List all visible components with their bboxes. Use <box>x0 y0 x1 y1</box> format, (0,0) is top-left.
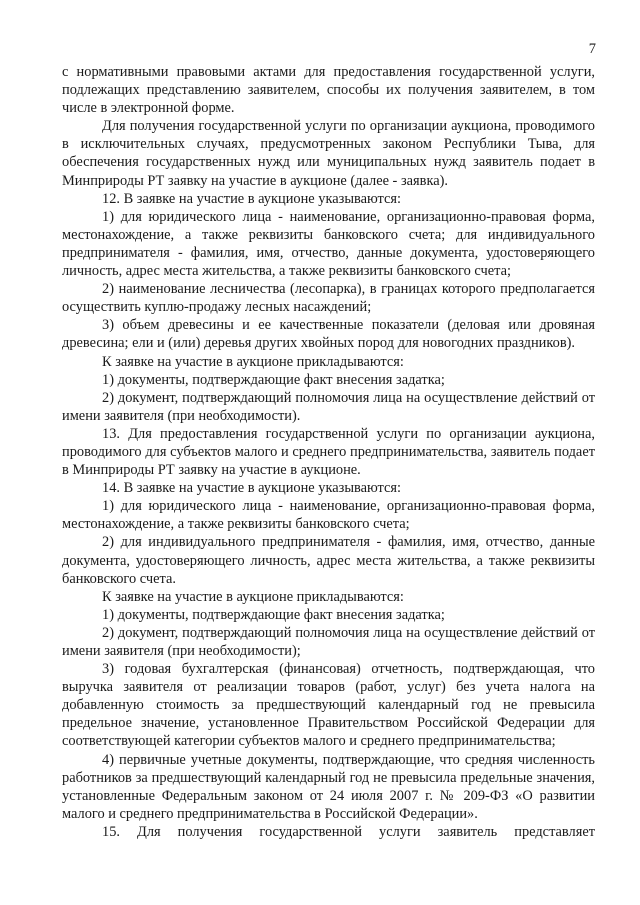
paragraph-attachments-heading-2: К заявке на участие в аукционе прикладываются: <box>102 588 404 605</box>
paragraph-attachment-2-2: 2) документ, подтверждающий полномочия лица на осуществление действий от имени заявителя (при необходимости); <box>62 624 595 659</box>
paragraph-clause-13: 13. Для предоставления государственной услуги по организации аукциона, проводимого для субъектов малого и среднего предпринимательства, заявитель подает в Минприроды РТ заявку на участие в аукционе. <box>62 425 595 479</box>
paragraph-auction-exceptional: Для получения государственной услуги по организации аукциона, проводимого в исключительных случаях, предусмотренных законом Республики Тыва, для обеспечения государственных нужд или муниципальных нужд заявитель подает в Минприроды РТ заявку на участие в аукционе (далее - заявка). <box>62 118 595 189</box>
document-body <box>62 63 595 841</box>
paragraph-attachment-2-4: 4) первичные учетные документы, подтверждающие, что средняя численность работников за предшествующий календарный год не превысила предельные значения, установленные Федеральным законом от 24 июля 2007 г. № 209-ФЗ «О развитии малого и среднего предпринимательства в Российской Федерации». <box>62 751 595 822</box>
paragraph-attachments-heading: К заявке на участие в аукционе прикладываются: <box>102 353 404 370</box>
paragraph-attachment-2: 2) документ, подтверждающий полномочия лица на осуществление действий от имени заявителя (при необходимости). <box>62 389 595 424</box>
paragraph-12-item-2: 2) наименование лесничества (лесопарка), в границах которого предполагается осуществить куплю-продажу лесных насаждений; <box>62 281 595 316</box>
paragraph-clause-14: 14. В заявке на участие в аукционе указываются: <box>102 480 402 497</box>
paragraph-attachment-1: 1) документы, подтверждающие факт внесения задатка; <box>102 371 445 388</box>
page-number: 7 <box>588 41 596 57</box>
paragraph-continuation: с нормативными правовыми актами для предоставления государственной услуги, подлежащих представлению заявителем, способы их получения заявителем, в том числе в электронной форме. <box>62 64 595 117</box>
paragraph-12-item-1: 1) для юридического лица - наименование, организационно-правовая форма, местонахождение, а также реквизиты банковского счета; для индивидуального предпринимателя - фамилия, имя, отчество, данные документа, удостоверяющего личность, адрес места жительства, а также реквизиты банковского счета; <box>62 208 595 280</box>
paragraph-clause-15: 15. Для получения государственной услуги заявитель представляет <box>102 823 595 840</box>
paragraph-12-item-3: 3) объем древесины и ее качественные показатели (деловая или дровяная древесина; ели и (или) деревья других хвойных пород для новогодних праздников). <box>62 317 595 352</box>
paragraph-attachment-2-1: 1) документы, подтверждающие факт внесения задатка; <box>102 606 445 623</box>
paragraph-clause-12: 12. В заявке на участие в аукционе указываются: <box>102 190 402 207</box>
paragraph-14-item-2: 2) для индивидуального предпринимателя - фамилия, имя, отчество, данные документа, удостоверяющего личность, адрес места жительства, а также реквизиты банковского счета. <box>62 534 595 587</box>
paragraph-14-item-1: 1) для юридического лица - наименование, организационно-правовая форма, местонахождение, а также реквизиты банковского счета; <box>62 498 595 533</box>
paragraph-attachment-2-3: 3) годовая бухгалтерская (финансовая) отчетность, подтверждающая, что выручка заявителя от реализации товаров (работ, услуг) без учета налога на добавленную стоимость за предшествующий календарный год не превысила предельное значение, установленное Правительством Российской Федерации для соответствующей категории субъектов малого и среднего предпринимательства; <box>62 661 595 750</box>
